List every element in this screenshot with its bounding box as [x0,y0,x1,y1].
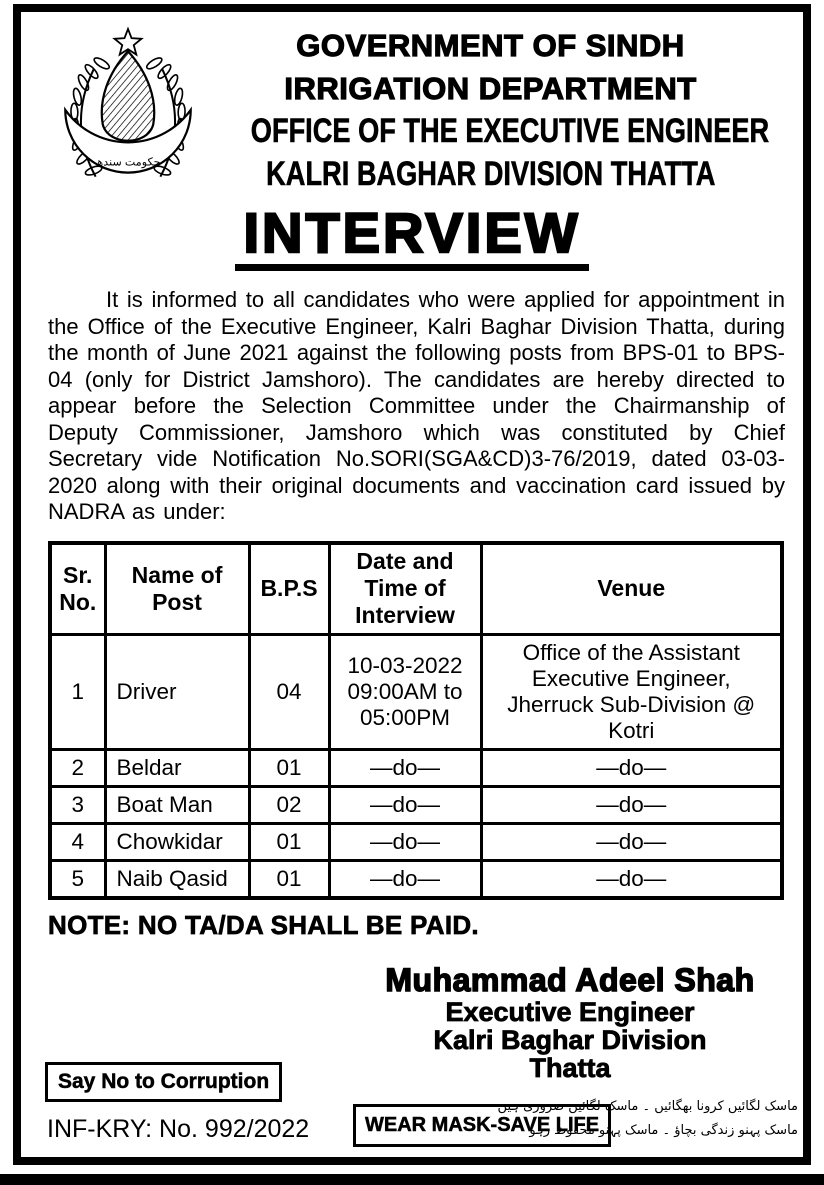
signatory-station: Thatta [529,1052,611,1083]
emblem-script: حکومت سندھ [95,156,161,169]
bottom-scan-bar [0,1174,824,1185]
signatory-designation: Executive Engineer [445,996,695,1027]
letterhead [186,24,795,196]
cell-datetime: 10-03-2022 09:00AM to 05:00PM [329,635,481,750]
title-wrap [21,201,803,271]
header-line-government: GOVERNMENT OF SINDH [296,28,685,63]
advertisement-number: INF-KRY: No. 992/2022 [47,1115,310,1143]
header-line-division [186,153,795,196]
header-line-office [186,110,795,153]
cell-sr-no: 5 [50,861,105,898]
cell-post: Beldar [105,750,249,787]
cell-venue: —do— [481,824,782,861]
urdu-mask-slogan [498,1095,798,1143]
cell-bps: 01 [249,750,329,787]
cell-sr-no: 2 [50,750,105,787]
cell-venue: Office of the Assistant Executive Engineer, Jherruck Sub-Division @ Kotri [481,635,782,750]
col-header-sr-no: Sr. No. [50,543,105,635]
signatory-division: Kalri Baghar Division [433,1024,707,1055]
sindh-emblem-graphic [41,22,215,214]
col-header-date-time: Date and Time of Interview [329,543,481,635]
cell-datetime: —do— [329,787,481,824]
cell-datetime: —do— [329,861,481,898]
say-no-to-corruption-box: Say No to Corruption [45,1062,282,1102]
table-row [50,861,782,898]
cell-datetime: —do— [329,824,481,861]
col-header-venue: Venue [481,543,782,635]
cell-datetime: —do— [329,750,481,787]
cell-bps: 01 [249,861,329,898]
urdu-slogan-line-2: ماسک پہنو زندگی بچاؤ ۔ ماسک پہنو محفوظ رہو [529,1123,798,1138]
sindh-emblem-logo [41,22,215,214]
cell-venue: —do— [481,787,782,824]
header-line-office-text: OFFICE OF THE EXECUTIVE ENGINEER [250,112,770,150]
signatory-name: Muhammad Adeel Shah [385,961,755,998]
wear-mask-box: WEAR MASK-SAVE LIFE [353,1104,611,1147]
col-header-name-of-post: Name of Post [105,543,249,635]
cell-bps: 01 [249,824,329,861]
table-row [50,635,782,750]
table-row [50,750,782,787]
cell-venue: —do— [481,861,782,898]
cell-venue: —do— [481,750,782,787]
page-title: INTERVIEW [235,204,588,271]
header-line-division-text: KALRI BAGHAR DIVISION THATTA [265,155,716,193]
interview-schedule-table [48,541,784,900]
cell-sr-no: 4 [50,824,105,861]
cell-bps: 02 [249,787,329,824]
col-header-bps: B.P.S [249,543,329,635]
cell-post: Naib Qasid [105,861,249,898]
note-text: NOTE: NO TA/DA SHALL BE PAID. [48,909,479,940]
cell-sr-no: 1 [50,635,105,750]
table-header-row [50,543,782,635]
cell-post: Chowkidar [105,824,249,861]
table-row [50,824,782,861]
notice-border [13,4,811,1165]
cell-sr-no: 3 [50,787,105,824]
intro-paragraph: It is informed to all candidates who were applied for appointment in the Office of the Executive Engineer, Kalri Baghar Division Thatta, during the month of June 2021 against the following posts from BPS-01 to BPS-04 (only for District Jamshoro). The candidates are hereby directed to appear before the Selection Committee under the Chairmanship of Deputy Commissioner, Jamshoro which was constituted by Chief Secretary vide Notification No.SORI(SGA&CD)3-76/2019, dated 03-03-2020 along with their original documents and vaccination card issued by NADRA as under: [48,287,785,525]
cell-post: Boat Man [105,787,249,824]
table-row [50,787,782,824]
urdu-slogan-line-1: ماسک لگائیں کرونا بھگائیں ۔ ماسک لگائیں ضروری ہیں [497,1099,798,1114]
cell-bps: 04 [249,635,329,750]
header-line-department: IRRIGATION DEPARTMENT [284,71,697,106]
cell-post: Driver [105,635,249,750]
signature-block [360,963,780,1082]
